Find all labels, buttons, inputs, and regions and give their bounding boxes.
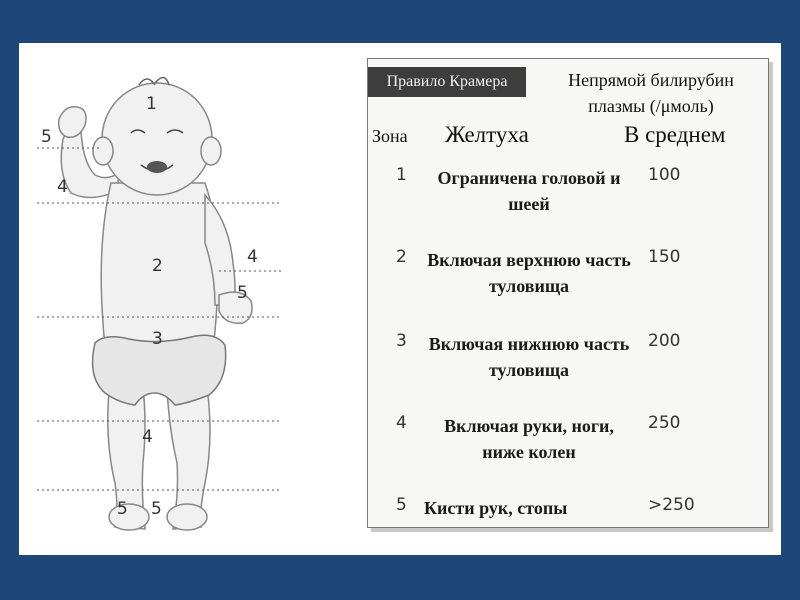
row-value: 150: [648, 247, 681, 267]
zone-marker-left-foot: 5: [117, 499, 128, 519]
row-description: Кисти рук, стопы: [424, 498, 568, 518]
column-header-average: В среднем: [624, 122, 726, 147]
slide: [19, 43, 781, 555]
zone-marker-right-foot: 5: [151, 499, 162, 519]
zone-marker-raised-hand: 5: [41, 127, 52, 147]
baby-illustration: [19, 43, 299, 555]
row-zone: 3: [396, 331, 407, 351]
zone-marker-head: 1: [146, 94, 157, 114]
row-description: Включая нижнюю часть туловища: [428, 334, 630, 380]
bilirubin-heading-line1: Непрямой билирубин: [568, 70, 734, 90]
row-value: >250: [648, 495, 695, 515]
zone-marker-lower-arm: 4: [247, 247, 258, 267]
zone-marker-leg: 4: [142, 427, 153, 447]
row-zone: 1: [396, 165, 407, 185]
row-value: 200: [648, 331, 681, 351]
bilirubin-heading: [540, 67, 762, 119]
rule-title: Правило Крамера: [368, 67, 526, 97]
zone-marker-torso: 2: [152, 256, 163, 276]
baby-figure-drawing: [19, 43, 299, 555]
row-zone: 5: [396, 495, 407, 515]
column-header-jaundice: Желтуха: [445, 122, 529, 147]
column-header-zone: Зона: [372, 126, 408, 146]
bilirubin-heading-line2: плазмы (/μмоль): [588, 96, 714, 116]
zone-marker-raised-arm: 4: [57, 177, 68, 197]
kramer-rule-table: [367, 58, 769, 528]
row-value: 100: [648, 165, 681, 185]
row-value: 250: [648, 413, 681, 433]
row-zone: 2: [396, 247, 407, 267]
row-description: Ограничена головой и шеей: [437, 168, 621, 214]
zone-marker-lower-hand: 5: [237, 283, 248, 303]
row-zone: 4: [396, 413, 407, 433]
row-description: Включая верхнюю часть туловища: [427, 250, 631, 296]
row-description: Включая руки, ноги, ниже колен: [444, 416, 614, 462]
zone-marker-diaper: 3: [152, 329, 163, 349]
